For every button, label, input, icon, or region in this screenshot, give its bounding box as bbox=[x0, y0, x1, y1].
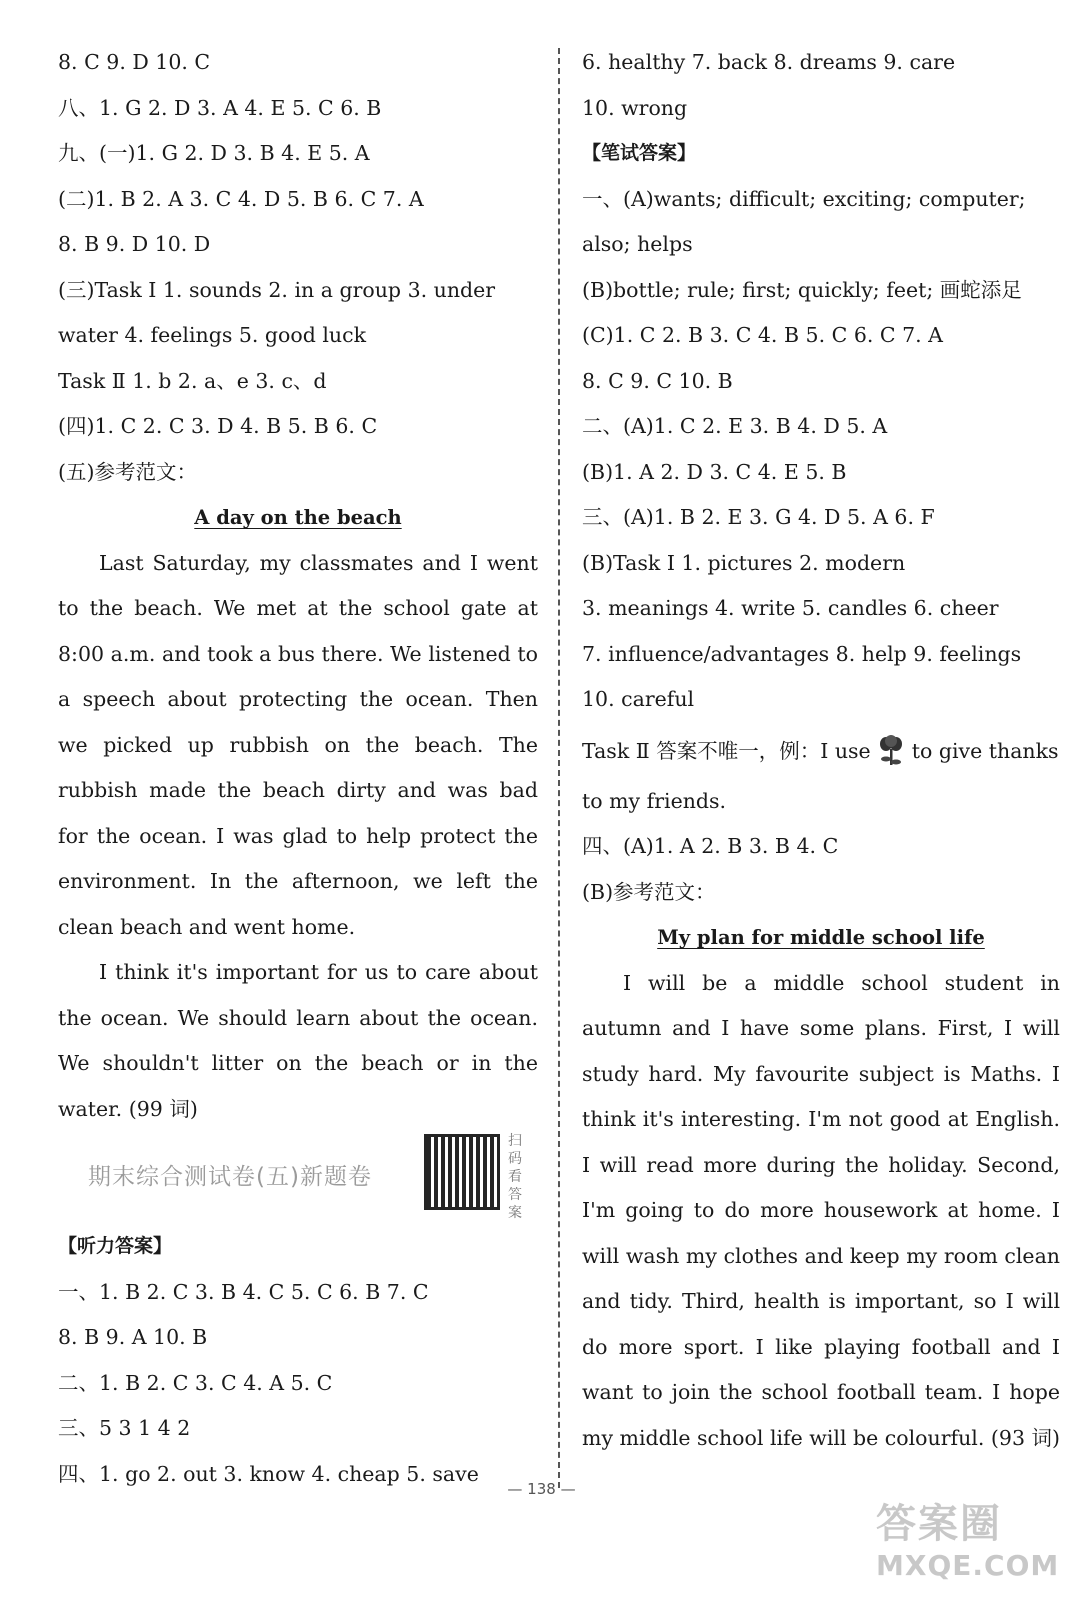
answer-line: (B)Task Ⅰ 1. pictures 2. modern bbox=[582, 550, 906, 575]
answer-line: 8. B 9. A 10. B bbox=[58, 1325, 208, 1349]
watermark-logo: 答案圈 MXQE.COM bbox=[876, 1501, 1060, 1582]
task2-line bbox=[582, 723, 1060, 779]
answer-line: (C)1. C 2. B 3. C 4. B 5. C 6. C 7. A bbox=[582, 323, 943, 347]
answer-line: (三)Task Ⅰ 1. sounds 2. in a group 3. under bbox=[58, 277, 496, 302]
answer-line: 8. C 9. D 10. C bbox=[58, 50, 211, 74]
answer-line: 四、1. go 2. out 3. know 4. cheap 5. save bbox=[58, 1461, 479, 1486]
answer-line: (二)1. B 2. A 3. C 4. D 5. B 6. C 7. A bbox=[58, 186, 424, 211]
answer-line: 8. C 9. C 10. B bbox=[582, 368, 733, 393]
essay-title: A day on the beach bbox=[194, 506, 402, 529]
answer-line: (B)bottle; rule; first; quickly; feet; 画蛇添足 bbox=[582, 277, 1022, 302]
left-column bbox=[58, 40, 538, 1497]
essay-title: My plan for middle school life bbox=[657, 926, 985, 949]
answer-line: 八、1. G 2. D 3. A 4. E 5. C 6. B bbox=[58, 95, 382, 120]
answer-line: 10. wrong bbox=[582, 95, 688, 120]
answer-line: 8. B 9. D 10. D bbox=[58, 232, 211, 256]
answer-line: (B)参考范文： bbox=[582, 879, 716, 904]
written-header: 【笔试答案】 bbox=[582, 142, 697, 164]
essay-paragraph: I think it's important for us to care about the ocean. We should learn about the ocean. We shouldn't litter on the beach or in the water. (99 词) bbox=[58, 960, 538, 1121]
answer-line: water 4. feelings 5. good luck bbox=[58, 323, 367, 347]
test-banner bbox=[58, 1132, 538, 1224]
flower-icon bbox=[877, 734, 905, 770]
listening-header: 【听力答案】 bbox=[58, 1235, 173, 1257]
answer-line: 6. healthy 7. back 8. dreams 9. care bbox=[582, 50, 956, 74]
answer-line: 二、1. B 2. C 3. C 4. A 5. C bbox=[58, 1370, 333, 1395]
answer-line: to my friends. bbox=[582, 788, 727, 813]
answer-line: 九、(一)1. G 2. D 3. B 4. E 5. A bbox=[58, 141, 370, 165]
banner-title: 期末综合测试卷(五)新题卷 bbox=[88, 1164, 372, 1190]
answer-line: 一、(A)wants; difficult; exciting; computer; bbox=[582, 186, 1026, 211]
answer-line: 三、5 3 1 4 2 bbox=[58, 1416, 191, 1440]
answer-line: 四、(A)1. A 2. B 3. B 4. C bbox=[582, 834, 839, 858]
answer-line: 7. influence/advantages 8. help 9. feelings bbox=[582, 641, 1022, 666]
answer-line: 10. careful bbox=[582, 687, 695, 711]
answer-line: 一、1. B 2. C 3. B 4. C 5. C 6. B 7. C bbox=[58, 1279, 429, 1304]
answer-line: (B)1. A 2. D 3. C 4. E 5. B bbox=[582, 459, 847, 484]
qr-caption: 扫码看答案 bbox=[508, 1133, 522, 1221]
essay-paragraph: Last Saturday, my classmates and I went to the beach. We met at the school gate at 8:00 a.m. and took a bus there. We listened to a speech about protecting the ocean. Then we picked up rubbish on the beach. The rubbish made the beach dirty and was bad for the ocean. I was glad to help protect the environment. In the afternoon, we left the clean beach and went home. bbox=[58, 550, 538, 939]
answer-line: 3. meanings 4. write 5. candles 6. cheer bbox=[582, 596, 999, 620]
answer-line: (五)参考范文： bbox=[58, 459, 197, 484]
essay-paragraph: I will be a middle school student in autumn and I have some plans. First, I will study hard. My favourite subject is Maths. I think it's interesting. I'm not good at English. I will read more during the holiday. Second, I'm going to do more housework at home. I will wash my clothes and keep my room clean and tidy. Third, health is important, so I will do more sport. I like playing football and I want to join the school football team. I hope my middle school life will be colourful. (93 词) bbox=[582, 970, 1060, 1450]
answer-line: 三、(A)1. B 2. E 3. G 4. D 5. A 6. F bbox=[582, 505, 935, 529]
answer-line: (四)1. C 2. C 3. D 4. B 5. B 6. C bbox=[58, 414, 378, 438]
answer-line: 二、(A)1. C 2. E 3. B 4. D 5. A bbox=[582, 414, 888, 438]
task2-prefix: Task Ⅱ 答案不唯一，例：I use bbox=[582, 738, 871, 763]
page-number: — 138 — bbox=[507, 1480, 576, 1498]
column-divider bbox=[558, 48, 560, 1488]
right-column bbox=[582, 40, 1060, 1461]
task2-suffix: to give thanks bbox=[911, 738, 1059, 763]
answer-line: also; helps bbox=[582, 232, 693, 256]
qr-code-icon bbox=[424, 1134, 500, 1210]
answer-line: Task Ⅱ 1. b 2. a、e 3. c、d bbox=[58, 368, 327, 393]
